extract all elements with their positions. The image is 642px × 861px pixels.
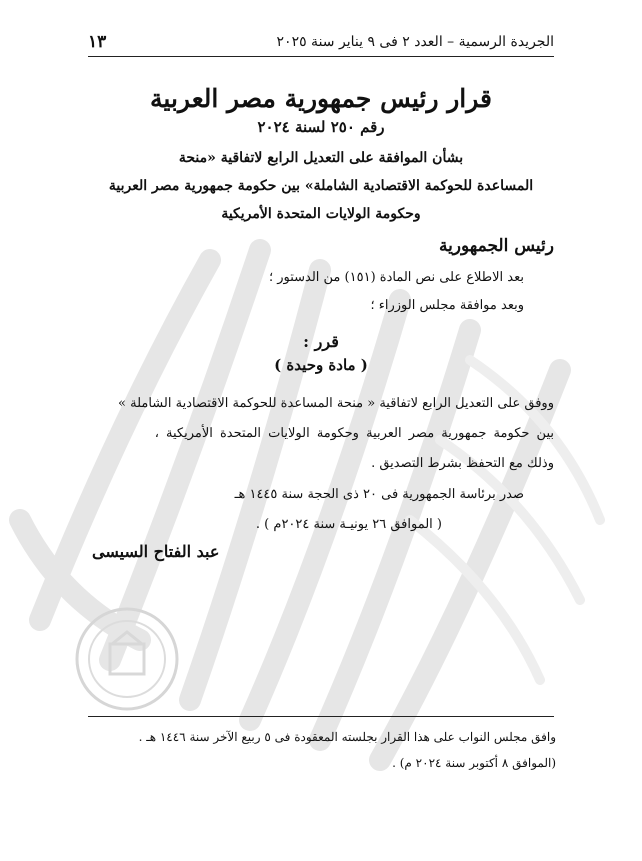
article-line: ووفق على التعديل الرابع لاتفاقية « منحة المساعدة للحوكمة الاقتصادية الشاملة »: [118, 396, 554, 411]
single-article-heading: ( مادة وحيدة ): [274, 356, 368, 374]
decreed-heading: قرر :: [303, 332, 339, 351]
page-number: ١٣: [88, 32, 107, 52]
article-line: بين حكومة جمهورية مصر العربية وحكومة الولايات المتحدة الأمريكية ،: [154, 426, 554, 441]
subject-line: المساعدة للحوكمة الاقتصادية الشاملة» بين حكومة جمهورية مصر العربية: [108, 178, 534, 194]
footnote-line: (الموافق ٨ أكتوبر سنة ٢٠٢٤ م) .: [392, 756, 556, 770]
gregorian-date: ( الموافق ٢٦ يونيـة سنة ٢٠٢٤م ) .: [255, 517, 442, 532]
president-heading: رئيس الجمهورية: [438, 236, 554, 256]
preamble-line: بعد الاطلاع على نص المادة (١٥١) من الدستور ؛: [268, 270, 524, 285]
issued-line: صدر برئاسة الجمهورية فى ٢٠ ذى الحجة سنة ١٤٤٥ هـ: [234, 487, 524, 502]
decree-number: رقم ٢٥٠ لسنة ٢٠٢٤: [257, 118, 385, 136]
subject-line: بشأن الموافقة على التعديل الرابع لاتفاقية «منحة: [178, 150, 464, 166]
article-line: وذلك مع التحفظ بشرط التصديق .: [371, 456, 554, 471]
preamble-line: وبعد موافقة مجلس الوزراء ؛: [370, 298, 524, 313]
gazette-title: الجريدة الرسمية – العدد ٢ فى ٩ يناير سنة ٢٠٢٥: [276, 34, 554, 50]
signature: عبد الفتاح السيسى: [92, 542, 220, 561]
footnote-divider: [88, 716, 554, 717]
decree-title: قرار رئيس جمهورية مصر العربية: [150, 84, 492, 113]
subject-line: وحكومة الولايات المتحدة الأمريكية: [221, 206, 421, 222]
official-seal-icon: [72, 604, 182, 714]
footnote-line: وافق مجلس النواب على هذا القرار بجلسته المعقودة فى ٥ ربيع الآخر سنة ١٤٤٦ هـ .: [138, 730, 556, 744]
page-header: [88, 28, 554, 57]
